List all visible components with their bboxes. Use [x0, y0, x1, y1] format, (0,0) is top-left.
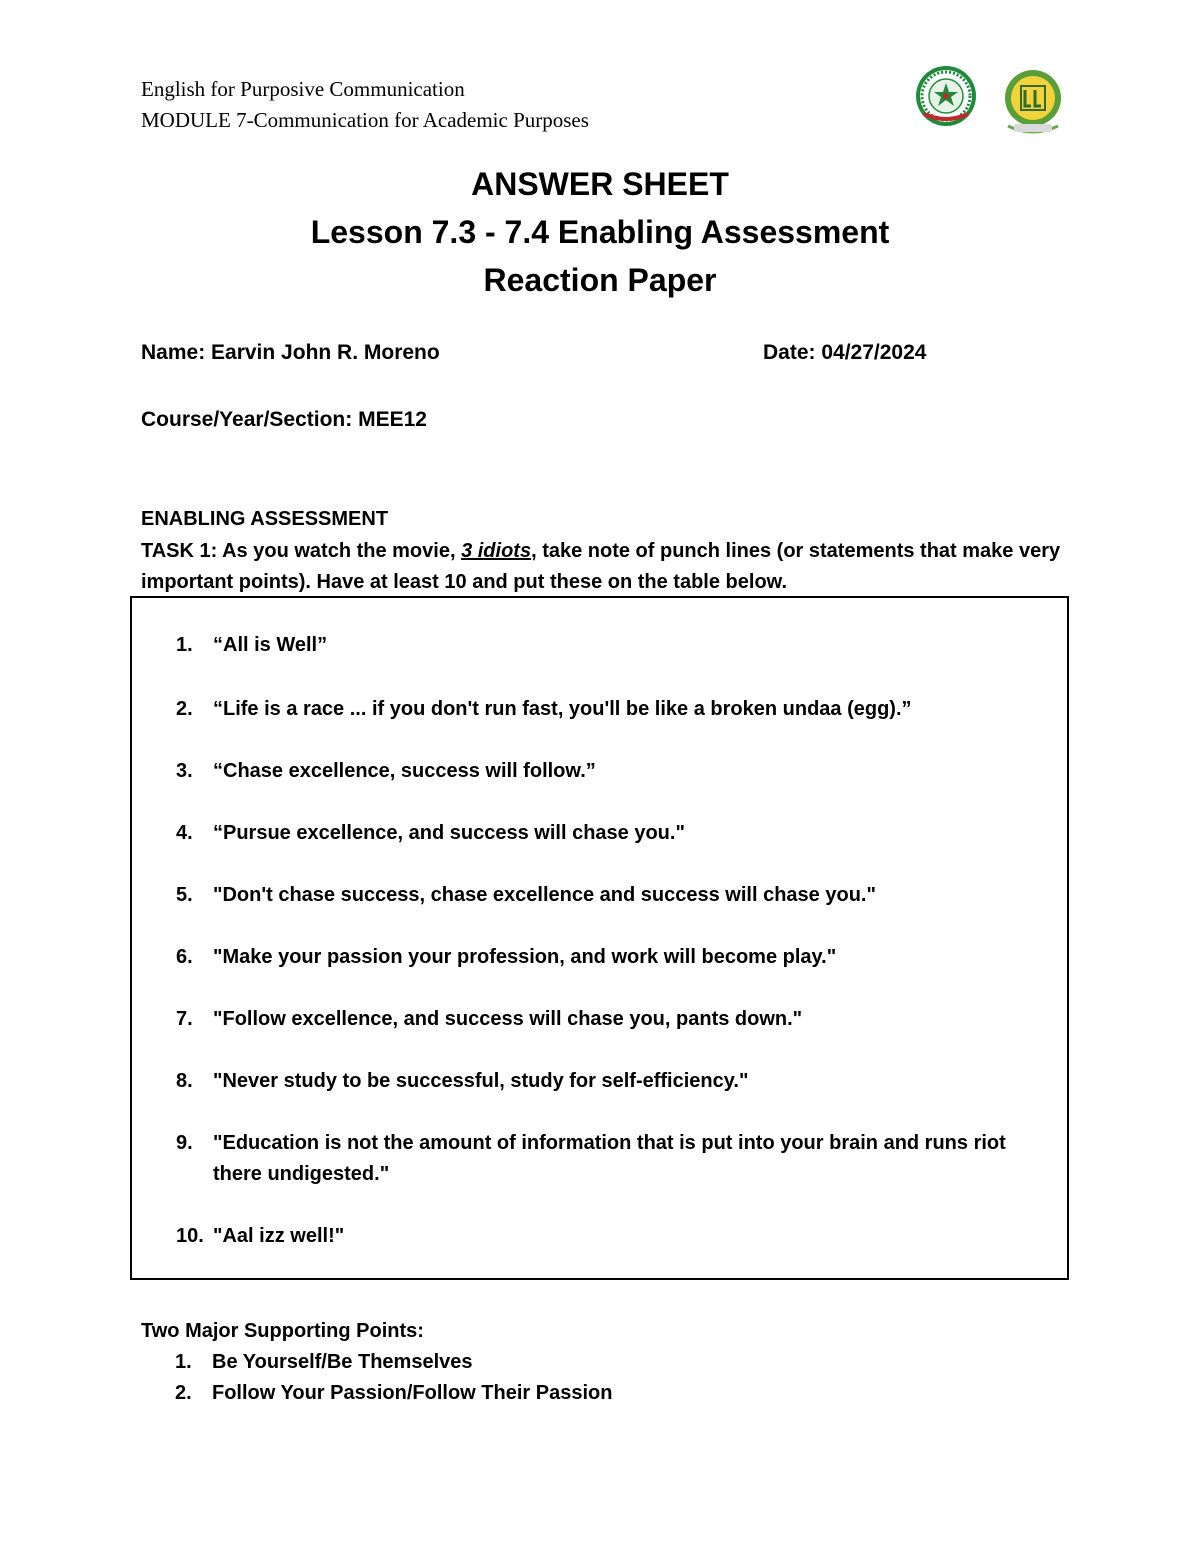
- submission-date: Date: 04/27/2024: [763, 341, 927, 364]
- lesson-title: Lesson 7.3 - 7.4 Enabling Assessment: [310, 214, 890, 250]
- course-title: English for Purposive Communication: [141, 77, 465, 101]
- punch-lines-table: [130, 596, 1069, 1280]
- course-year-section: Course/Year/Section: MEE12: [141, 408, 427, 431]
- list-item: 1. “All is Well”: [176, 634, 328, 656]
- task-suffix: , take note of punch lines (or statements that make very important points). Have at least 10 and put these on the table below.: [141, 540, 1061, 593]
- task-instructions: [141, 536, 1071, 598]
- list-item: 5. "Don't chase success, chase excellence and success will chase you.": [176, 884, 876, 906]
- task-prefix: TASK 1: As you watch the movie,: [141, 540, 462, 562]
- answer-sheet-title: ANSWER SHEET: [471, 166, 729, 202]
- list-item: 7. "Follow excellence, and success will chase you, pants down.": [176, 1008, 803, 1030]
- list-item: 3. “Chase excellence, success will follow.”: [176, 760, 596, 782]
- document-header: [141, 74, 589, 136]
- supporting-points-heading: Two Major Supporting Points:: [141, 1320, 424, 1342]
- list-item: 1. Be Yourself/Be Themselves: [175, 1351, 473, 1373]
- list-item: 2. Follow Your Passion/Follow Their Passion: [175, 1382, 613, 1404]
- list-item: 4. “Pursue excellence, and success will chase you.": [176, 822, 685, 844]
- module-title: MODULE 7-Communication for Academic Purposes: [141, 108, 589, 132]
- enabling-assessment-heading: ENABLING ASSESSMENT: [141, 508, 389, 530]
- college-badge-logo: [1000, 66, 1066, 138]
- reaction-paper-title: Reaction Paper: [483, 262, 717, 298]
- student-name: Name: Earvin John R. Moreno: [141, 341, 440, 364]
- list-item: 9. "Education is not the amount of information that is put into your brain and runs riot there undigested.": [176, 1132, 1006, 1185]
- list-item: 2. “Life is a race ... if you don't run fast, you'll be like a broken undaa (egg).”: [176, 698, 912, 720]
- list-item: 6. "Make your passion your profession, and work will become play.": [176, 946, 837, 968]
- title-block: [0, 160, 1200, 304]
- movie-title: 3 idiots: [461, 540, 532, 562]
- list-item: 10. "Aal izz well!": [176, 1225, 345, 1247]
- list-item: 8. "Never study to be successful, study for self-efficiency.": [176, 1070, 749, 1092]
- university-seal-logo: [910, 64, 982, 128]
